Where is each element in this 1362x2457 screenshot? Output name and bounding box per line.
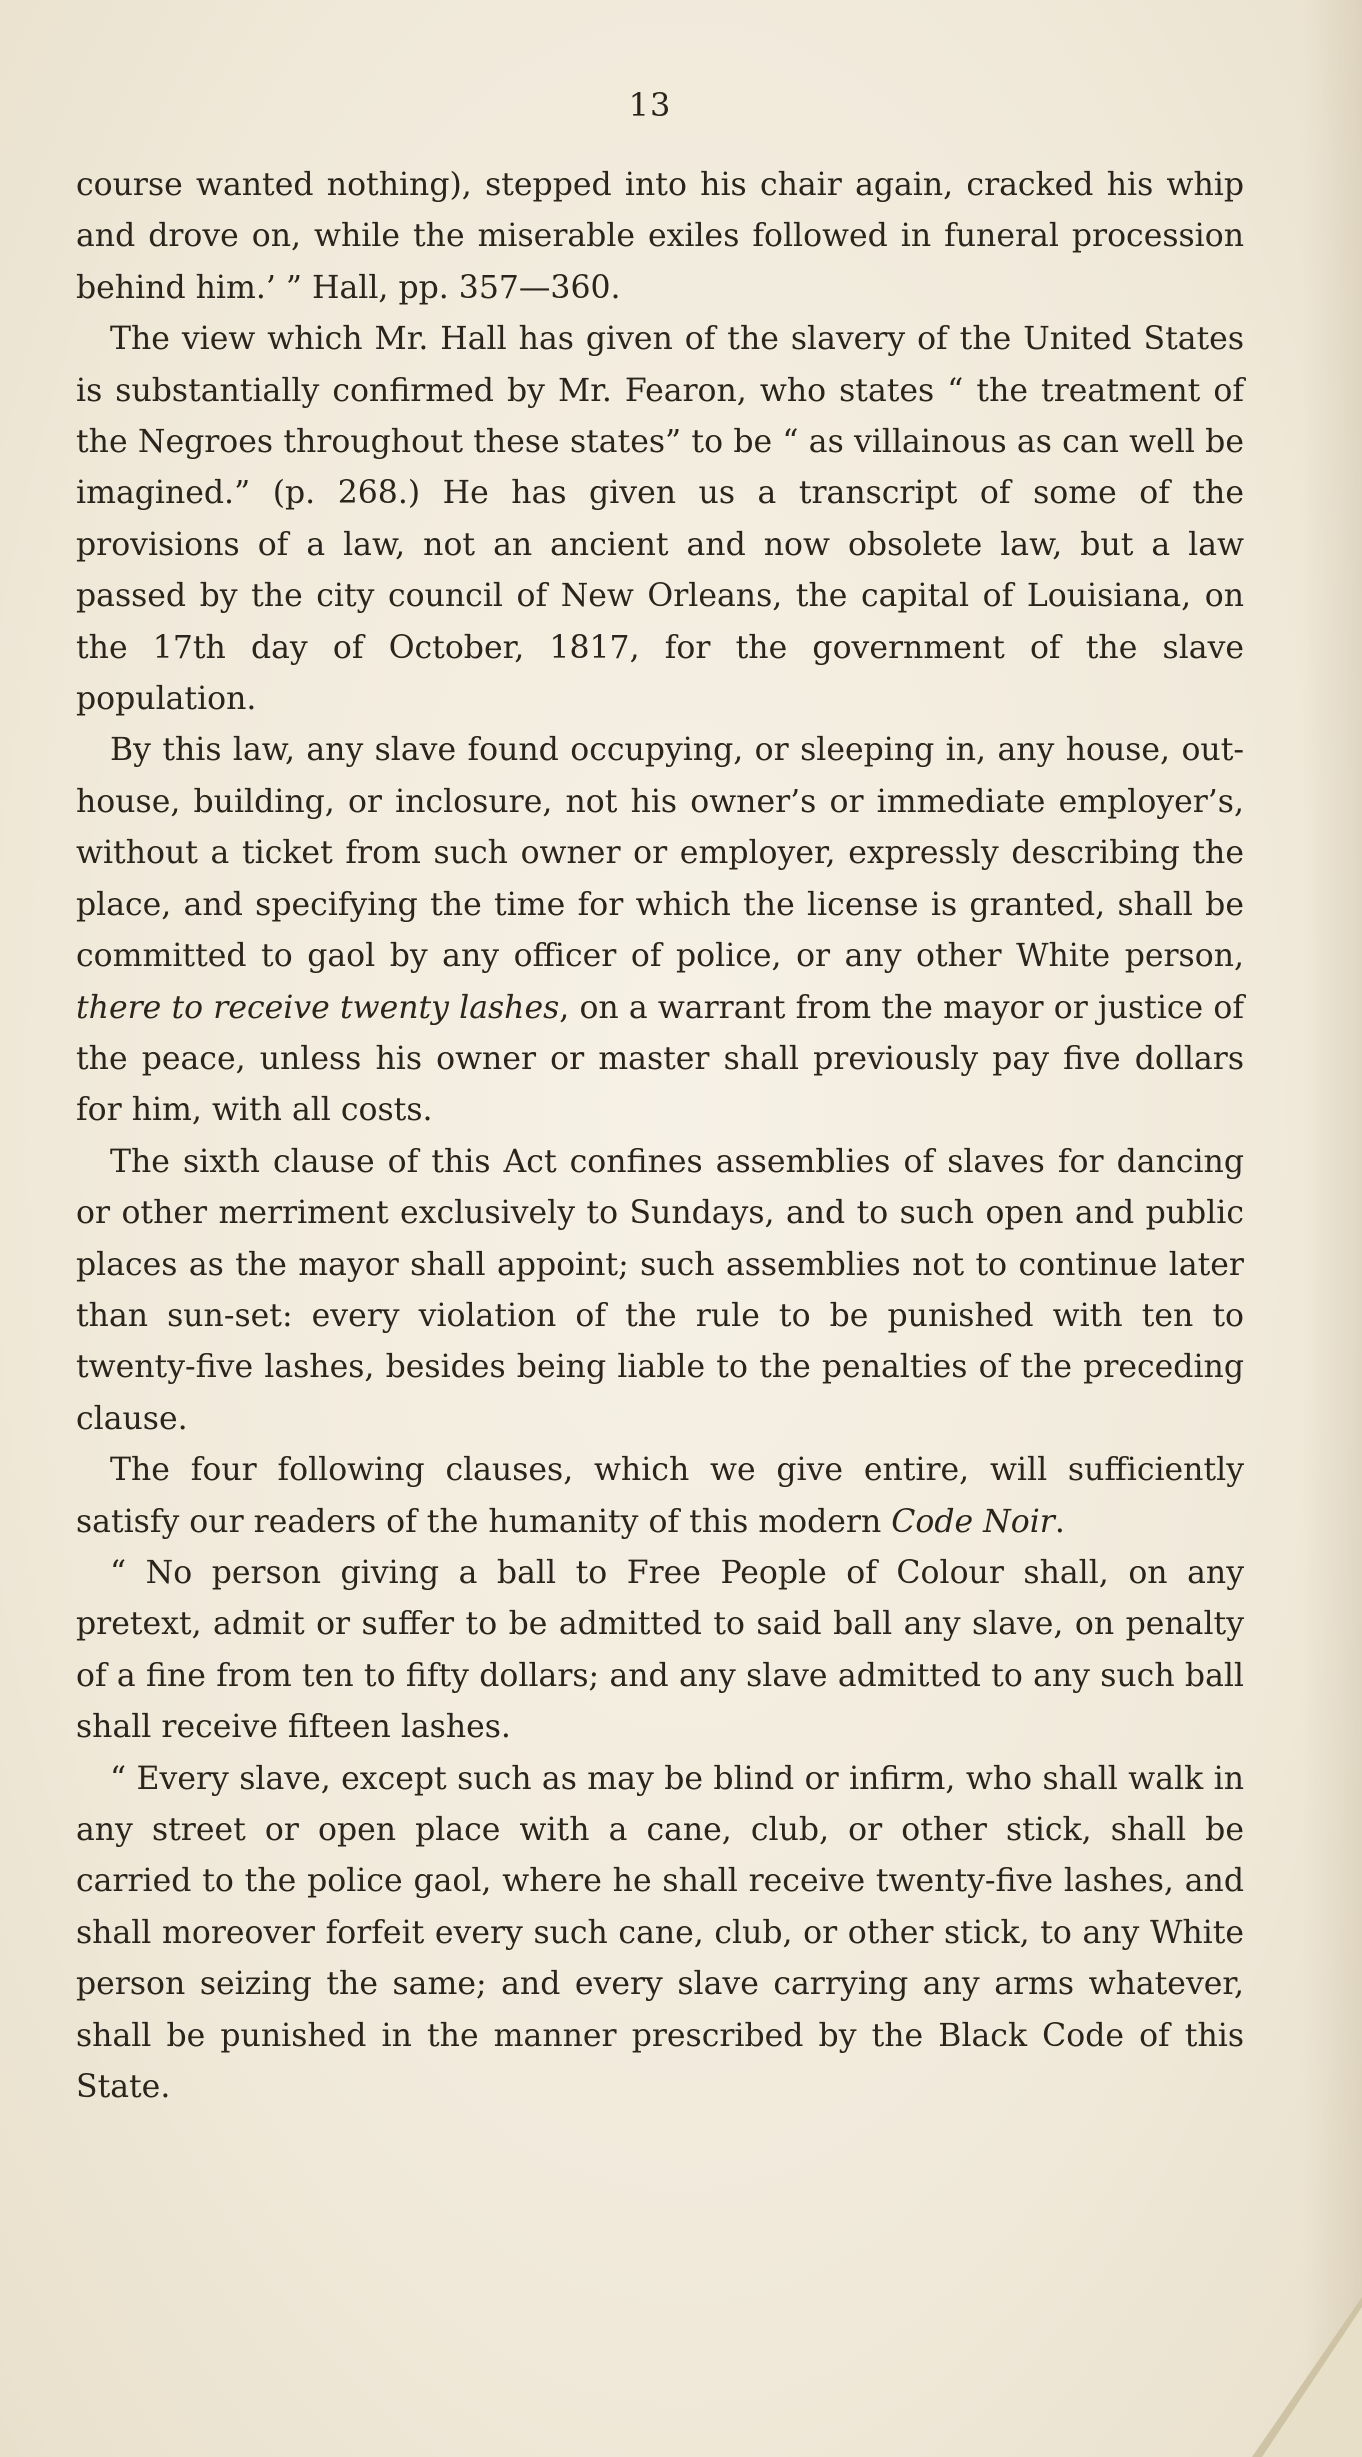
paragraph-law-tickets: [76, 725, 1244, 1136]
paragraph-text: By this law, any slave found occupying, or sleeping in, any house, out-house, building, or inclosure, not his owner’s or immediate employer’s, without a ticket from such owner or employer, expressly describing the place, and specifying the time for which the license is granted, shall be committed to gaol by any officer of police, or any other White person,: [76, 732, 1244, 975]
paragraph-ball-clause: [76, 1548, 1244, 1754]
paragraph-continued: [76, 160, 1244, 314]
paragraph-text: The four following clauses, which we give entire, will sufficiently satisfy our readers of the humanity of this modern: [76, 1452, 1244, 1540]
italic-phrase: there to receive twenty lashes: [76, 989, 560, 1026]
paragraph-text: The view which Mr. Hall has given of the slavery of the United States is substantially confirmed by Mr. Fearon, who states “ the treatment of the Negroes throughout these states” to be “ as villainous as can well be imagined.” (p. 268.) He has given us a transcript of some of the provisions of a law, not an ancient and now obsolete law, but a law passed by the city council of New Orleans, the capital of Louisiana, on the 17th day of October, 1817, for the government of the slave population.: [76, 321, 1244, 718]
paragraph-hall-fearon: [76, 314, 1244, 725]
paragraph-text: “ No person giving a ball to Free People of Colour shall, on any pretext, admit or suffer to be admitted to said ball any slave, on penalty of a fine from ten to fifty dollars; and any slave admitted to any such ball shall receive fifteen lashes.: [76, 1554, 1244, 1746]
paragraph-text: “ Every slave, except such as may be blind or infirm, who shall walk in any street or open place with a cane, club, or other stick, shall be carried to the police gaol, where he shall receive twenty-five lashes, and shall moreover forfeit every such cane, club, or other stick, to any White person seizing the same; and every slave carrying any arms whatever, shall be punished in the manner prescribed by the Black Code of this State.: [76, 1760, 1244, 2106]
paragraph-text: .: [1054, 1503, 1065, 1540]
page-number: 13: [628, 86, 672, 124]
italic-phrase: Code Noir: [891, 1503, 1055, 1540]
page-edge-shading: [1302, 0, 1362, 2457]
paragraph-sixth-clause: [76, 1137, 1244, 1445]
page-corner-fold-inner: [1262, 2307, 1362, 2457]
paragraph-text: , on a warrant from the mayor or justice of the peace, unless his owner or master shall previously pay five dollars for him, with all costs.: [76, 989, 1244, 1129]
body-text: [76, 160, 1244, 2113]
paragraph-text: The sixth clause of this Act confines assemblies of slaves for dancing or other merriment exclusively to Sundays, and to such open and public places as the mayor shall appoint; such assemblies not to continue later than sun-set: every violation of the rule to be punished with ten to twenty-five lashes, besides being liable to the penalties of the preceding clause.: [76, 1143, 1244, 1437]
paragraph-text: course wanted nothing), stepped into his chair again, cracked his whip and drove on, while the miserable exiles followed in funeral procession behind him.’ ” Hall, pp. 357—360.: [76, 167, 1244, 306]
paragraph-cane-clause: [76, 1754, 1244, 2114]
paragraph-four-clauses: [76, 1445, 1244, 1548]
